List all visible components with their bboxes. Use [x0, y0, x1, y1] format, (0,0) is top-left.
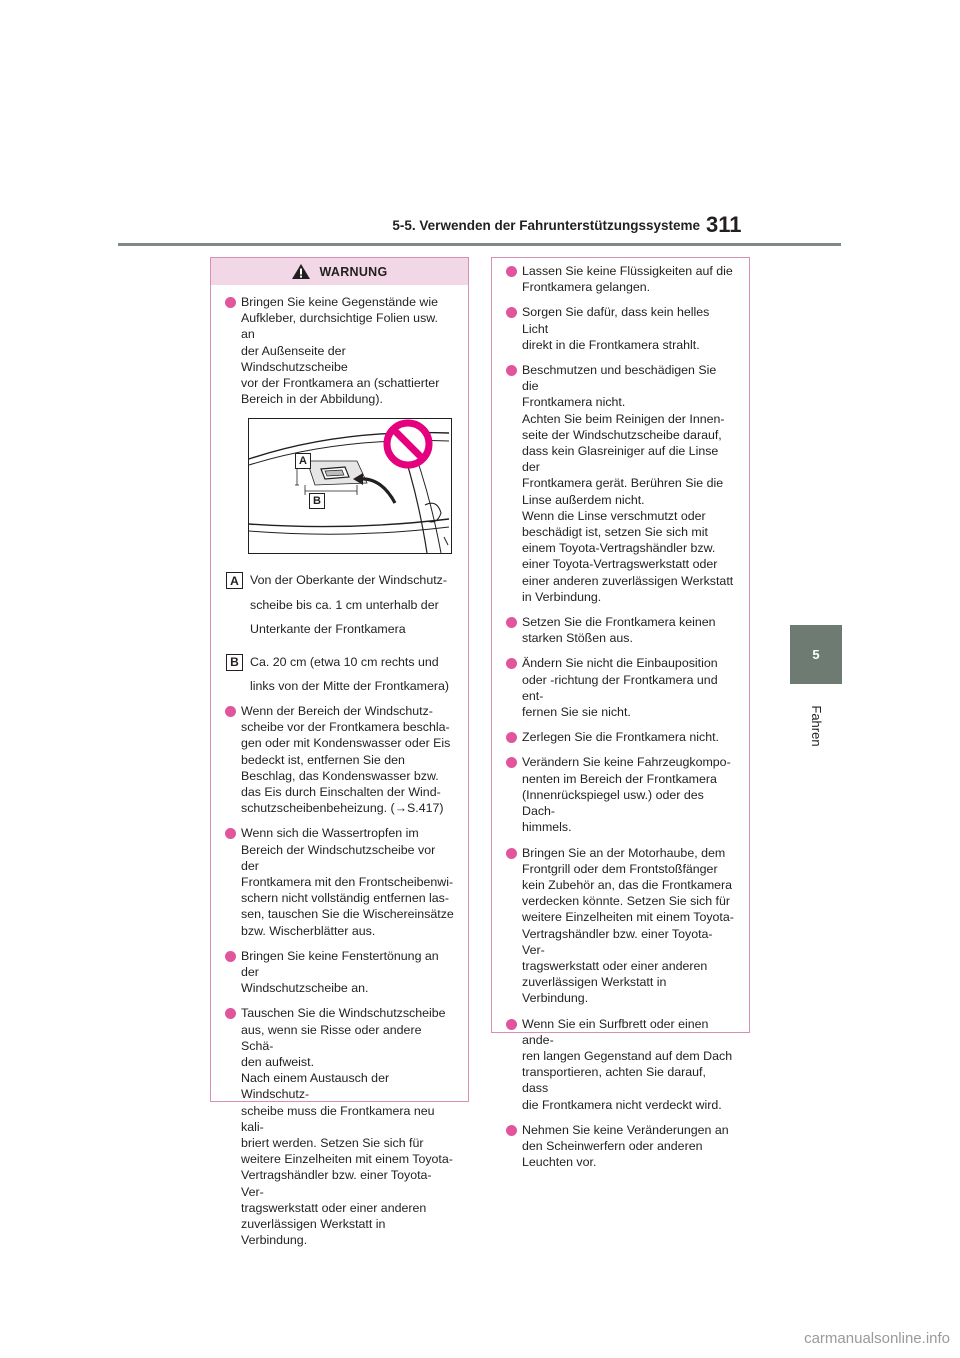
list-item: Verändern Sie keine Fahrzeugkompo- nenten im Bereich der Frontkamera (Innenrückspiegel usw.) oder des Dach- himmels.: [505, 754, 735, 835]
warning-title: WARNUNG: [319, 264, 388, 279]
legend-item-b: B Ca. 20 cm (etwa 10 cm rechts und links von der Mitte der Frontkamera): [224, 650, 454, 699]
list-item: Tauschen Sie die Windschutzscheibe aus, wenn sie Risse oder andere Schä- den aufweist. Nach einem Austausch der Windschutz- scheibe muss die Frontkamera neu kali- briert werden. Setzen Sie sich für weitere Einzelheiten mit einem Toyota- Vertragshändler bzw. einer Toyota-Ver- tragswerkstatt oder einer anderen zuverlässigen Werkstatt in Verbindung.: [224, 1005, 454, 1248]
list-item: Wenn der Bereich der Windschutz- scheibe vor der Frontkamera beschla- gen oder mit Kondenswasser oder Eis bedeckt ist, entfernen Sie den Beschlag, das Kondenswasser bzw. das Eis durch Einschalten der Wind- schutzscheibenbeheizung. (→S.417): [224, 703, 454, 816]
bullet-dot-icon: [225, 828, 236, 839]
list-item: Bringen Sie an der Motorhaube, dem Frontgrill oder dem Frontstoßfänger kein Zubehör an, das die Frontkamera verdecken könnte. Setzen Sie sich für weitere Einzelheiten mit einem Toyota- Vertragshändler bzw. einer Toyota-Ver- tragswerkstatt oder einer anderen zuverlässigen Werkstatt in Verbindung.: [505, 845, 735, 1007]
windshield-illustration: [249, 419, 451, 553]
list-item: Beschmutzen und beschädigen Sie die Frontkamera nicht. Achten Sie beim Reinigen der Innen- seite der Windschutzscheibe darauf, dass kein Glasreiniger auf die Linse der Frontkamera gerät. Berühren Sie die Linse außerdem nicht. Wenn die Linse verschmutzt oder beschädigt ist, setzen Sie sich mit einem Toyota-Vertragshändler bzw. einer Toyota-Vertragswerkstatt oder einer anderen zuverlässigen Werkstatt in Verbindung.: [505, 362, 735, 605]
chapter-tab: [790, 625, 842, 684]
list-item: Bringen Sie keine Fenstertönung an der Windschutzscheibe an.: [224, 948, 454, 997]
warning-box-right: [491, 257, 750, 1170]
list-item: Setzen Sie die Frontkamera keinen starken Stößen aus.: [505, 614, 735, 646]
list-item: Sorgen Sie dafür, dass kein helles Licht direkt in die Frontkamera strahlt.: [505, 304, 735, 353]
warning-box-left: [210, 257, 469, 1248]
bullet-dot-icon: [506, 658, 517, 669]
bullet-dot-icon: [225, 297, 236, 308]
list-item: Zerlegen Sie die Frontkamera nicht.: [505, 729, 735, 745]
legend-item-a: A Von der Oberkante der Windschutz- scheibe bis ca. 1 cm unterhalb der Unterkante der Frontkamera: [224, 568, 454, 642]
list-item: Ändern Sie nicht die Einbauposition oder -richtung der Frontkamera und ent- fernen Sie sie nicht.: [505, 655, 735, 720]
list-item: Nehmen Sie keine Veränderungen an den Scheinwerfern oder anderen Leuchten vor.: [505, 1122, 735, 1171]
bullet-dot-icon: [506, 848, 517, 859]
bullet-dot-icon: [225, 1008, 236, 1019]
bullet-dot-icon: [506, 266, 517, 277]
bullet-dot-icon: [506, 1125, 517, 1136]
legend-label-b: B: [226, 654, 243, 671]
list-item: Wenn sich die Wassertropfen im Bereich der Windschutzscheibe vor der Frontkamera mit den Frontscheibenwi- schern nicht vollständig entfernen las- sen, tauschen Sie die Wischereinsätze bzw. Wischerblätter aus.: [224, 825, 454, 938]
bullet-dot-icon: [506, 365, 517, 376]
bullet-dot-icon: [506, 1019, 517, 1030]
bullet-dot-icon: [506, 757, 517, 768]
header-rule: [118, 243, 841, 246]
bullet-dot-icon: [225, 706, 236, 717]
list-item: Bringen Sie keine Gegenstände wie Aufkleber, durchsichtige Folien usw. an der Außenseite der Windschutzscheibe vor der Frontkamera an (schattierter Bereich in der Abbildung).: [224, 294, 454, 407]
warning-triangle-icon: [291, 263, 311, 280]
footer-watermark: carmanualsonline.info: [804, 1330, 950, 1347]
page-number: 311: [706, 212, 742, 237]
legend-label-a: A: [226, 572, 243, 589]
list-item: Lassen Sie keine Flüssigkeiten auf die Frontkamera gelangen.: [505, 263, 735, 295]
list-item: Wenn Sie ein Surfbrett oder einen ande- ren langen Gegenstand auf dem Dach transportieren, achten Sie darauf, dass die Frontkamera nicht verdeckt wird.: [505, 1016, 735, 1113]
warning-header: [211, 258, 468, 285]
callout-a-label: A: [295, 453, 311, 469]
bullet-dot-icon: [506, 732, 517, 743]
chapter-label: Fahren: [809, 705, 824, 747]
bullet-dot-icon: [506, 307, 517, 318]
windshield-camera-figure: [248, 418, 452, 554]
section-title: 5-5. Verwenden der Fahrunterstützungssysteme: [392, 218, 700, 233]
chapter-number: 5: [812, 647, 820, 662]
callout-b-label: B: [309, 493, 325, 509]
bullet-dot-icon: [506, 617, 517, 628]
bullet-dot-icon: [225, 951, 236, 962]
